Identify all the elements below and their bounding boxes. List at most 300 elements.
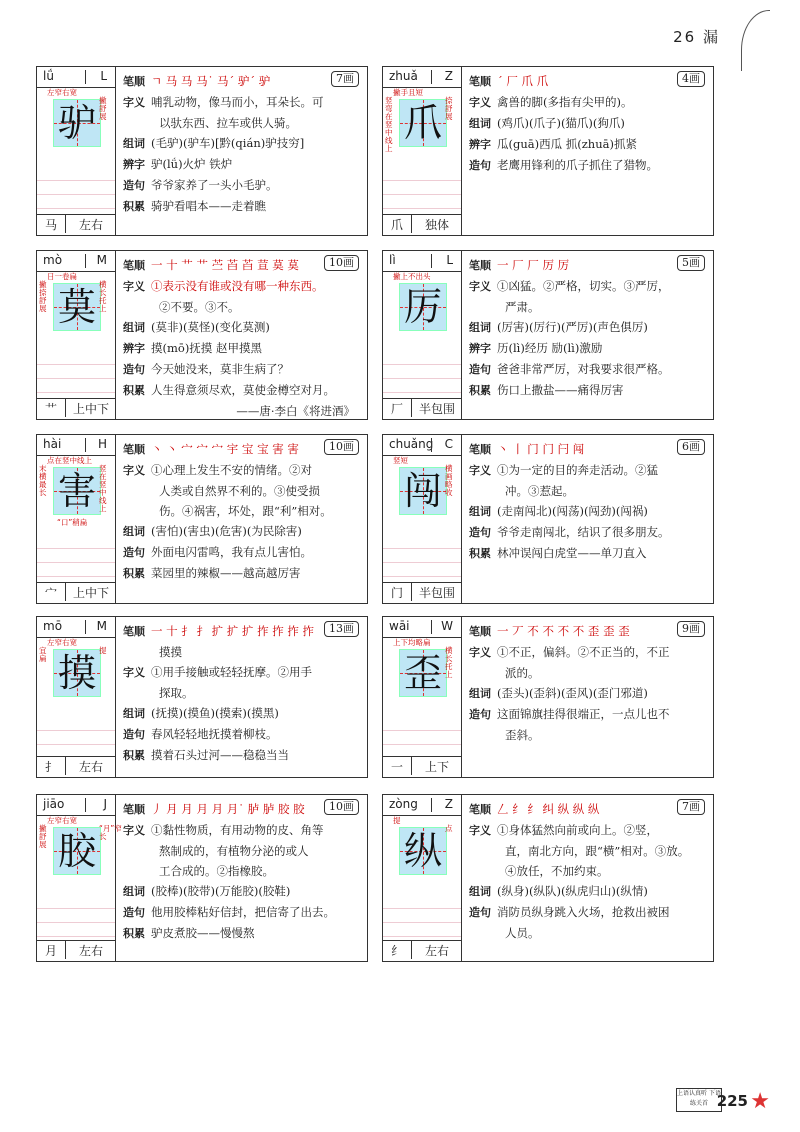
row-label: 字义: [469, 280, 491, 293]
info-row: [123, 521, 361, 542]
stroke-order-row: 笔顺 丶 丶 宀 宀 宀 宇 宝 宝 害 害: [123, 442, 299, 456]
writing-tip: 竖在竖中线上: [99, 464, 107, 513]
info-row: [123, 861, 361, 881]
row-label: 积累: [123, 567, 145, 580]
row-text: 春风轻轻地抚摸着柳枝。: [151, 727, 278, 741]
writing-tip: 宜扁: [39, 646, 47, 663]
char-panel: [383, 251, 462, 419]
row-text: 老鹰用锋利的爪子抓住了猎物。: [497, 158, 658, 172]
info-row: [123, 460, 361, 481]
stroke-order-row: 笔顺 𠃋 纟 纟 纠 纵 纵 纵: [469, 802, 600, 816]
index-letter: C: [444, 437, 453, 451]
pinyin: lì: [389, 253, 396, 267]
row-text: ①表示没有谁或没有哪一种东西。: [151, 279, 324, 293]
page-corner-decoration: [741, 10, 770, 71]
pinyin-row: [37, 67, 115, 88]
radical-row: [37, 398, 115, 419]
stroke-order: ´ 厂 爪 爪: [497, 74, 549, 88]
row-label: 组词: [469, 321, 491, 334]
structure: 左右: [78, 944, 103, 958]
stroke-order-row: 笔顺 一 丆 不 不 不 不 歪 歪 歪: [469, 624, 630, 638]
row-label: 字义: [469, 464, 491, 477]
char-panel: [37, 617, 116, 777]
structure: 上中下: [72, 586, 109, 600]
info-row: [123, 683, 361, 703]
info-row: [123, 563, 361, 584]
stroke-count: 10画: [324, 255, 359, 271]
stroke-order-row: 笔顺 一 十 扌 扌 扩 扩 扩 拃 拃 拃 拃: [123, 624, 315, 638]
stroke-order-row: 笔顺 一 厂 厂 厉 厉: [469, 258, 570, 272]
stroke-order-row: 笔顺 ㄱ 马 马 马˙ 马ˊ 驴ˊ 驴: [123, 74, 271, 88]
structure: 半包围: [418, 586, 455, 600]
row-label: 积累: [123, 927, 145, 940]
char-panel: [383, 67, 462, 235]
row-text: 禽兽的脚(多指有尖甲的)。: [497, 95, 633, 109]
info-row: [469, 317, 707, 338]
row-label: 组词: [469, 687, 491, 700]
radical-row: [37, 214, 115, 235]
structure: 独体: [424, 218, 449, 232]
info-row: [123, 745, 361, 766]
char-panel: [37, 795, 122, 961]
writing-tip: 撇手且短: [393, 88, 423, 97]
character: 闯: [403, 469, 442, 513]
star-icon: ★: [750, 1089, 770, 1114]
radical-row: [37, 582, 115, 603]
row-text: 摸摸: [159, 645, 182, 659]
row-text: 直，南北方向，跟“横”相对。③放。: [505, 844, 690, 858]
row-text: 伤口上撒盐——痛得厉害: [497, 383, 624, 397]
row-text: 摸着石头过河——稳稳当当: [151, 748, 289, 762]
writing-tip: “月”窄长: [99, 824, 122, 841]
stroke-order: 一 十 扌 扌 扩 扩 扩 拃 拃 拃 拃: [151, 624, 315, 638]
pinyin: mò: [43, 253, 63, 267]
row-text: 派的。: [505, 666, 540, 680]
row-label: 辨字: [469, 342, 491, 355]
character-box: [399, 283, 447, 331]
info-row: [123, 359, 361, 380]
row-text: (厉害)(厉行)(严厉)(声色俱厉): [497, 320, 648, 334]
stroke-order-row: 笔顺 丶 丨 门 门 闩 闯: [469, 442, 585, 456]
info-row: [123, 401, 361, 421]
structure: 上中下: [72, 402, 109, 416]
pinyin-row: [383, 435, 461, 456]
stroke-order: 丶 丨 门 门 闩 闯: [497, 442, 585, 456]
row-label: 组词: [123, 137, 145, 150]
row-text: 骑驴看唱本——走着瞧: [151, 199, 266, 213]
info-row: [469, 543, 707, 564]
radical-row: [383, 940, 461, 961]
char-card-1: [382, 66, 714, 236]
row-text: 林冲误闯白虎堂——单刀直入: [497, 546, 647, 560]
info-row: [123, 133, 361, 154]
row-text: 今天她没来，莫非生病了？: [151, 362, 289, 376]
info-row: [123, 662, 361, 683]
row-text: 人生得意须尽欢，莫使金樽空对月。: [151, 383, 335, 397]
writing-tip: 点: [445, 824, 453, 833]
index-letter: Z: [444, 69, 453, 83]
index-letter: Z: [444, 797, 453, 811]
stroke-order: 一 厂 厂 厉 厉: [497, 258, 570, 272]
info-row: [123, 642, 361, 662]
structure: 左右: [78, 218, 103, 232]
row-text: 哺乳动物，像马而小，耳朵长。可: [151, 95, 324, 109]
row-text: 爷爷走南闯北，结识了很多朋友。: [497, 525, 670, 539]
info-row: [469, 642, 707, 663]
row-label: 组词: [123, 525, 145, 538]
row-text: 以驮东西、拉车或供人骑。: [159, 116, 297, 130]
char-card-2: [36, 250, 368, 420]
pinyin: wāi: [389, 619, 410, 633]
writing-tip: 撇舒展: [99, 96, 107, 121]
info-panel: [117, 67, 367, 235]
info-row: [469, 155, 707, 176]
info-row: [469, 522, 707, 543]
row-text: 冲。③惹起。: [505, 484, 574, 498]
writing-tip: 横长托上: [445, 646, 453, 679]
row-text: 驴(lǘ)火炉 铁炉: [151, 157, 233, 171]
character-box: [399, 649, 447, 697]
char-card-3: [382, 250, 714, 420]
row-text: 驴皮煮胶——慢慢熬: [151, 926, 255, 940]
structure: 半包围: [418, 402, 455, 416]
structure: 左右: [78, 760, 103, 774]
char-card-0: [36, 66, 368, 236]
index-letter: L: [446, 253, 453, 267]
row-text: ①不正，偏斜。②不正当的，不正: [497, 645, 670, 659]
row-text: ①凶猛。②严格，切实。③严厉，: [497, 279, 670, 293]
row-label: 造句: [469, 906, 491, 919]
pinyin-row: [37, 617, 115, 638]
row-label: 造句: [123, 906, 145, 919]
stroke-count: 7画: [677, 799, 705, 815]
radical-row: [383, 214, 461, 235]
character-box: [399, 467, 447, 515]
row-text: (歪头)(歪斜)(歪风)(歪门邪道): [497, 686, 648, 700]
row-text: 工合成的。②指橡胶。: [159, 864, 274, 878]
character: 摸: [57, 651, 96, 695]
character-box: [53, 649, 101, 697]
row-label: 辨字: [123, 158, 145, 171]
character: 害: [57, 469, 96, 513]
info-row: [123, 902, 361, 923]
row-text: 这面锦旗挂得很端正，一点儿也不: [497, 707, 670, 721]
row-label: 字义: [469, 824, 491, 837]
writing-tip: 提: [99, 646, 107, 655]
row-label: 字义: [469, 96, 491, 109]
lesson-header: 26 漏: [673, 28, 720, 46]
radical-row: [37, 940, 115, 961]
character: 厉: [403, 285, 442, 329]
info-row: [469, 725, 707, 745]
writing-tip: 日一卷扁: [47, 272, 77, 281]
info-row: [123, 501, 361, 521]
info-panel: [117, 251, 367, 419]
row-label: 组词: [123, 707, 145, 720]
row-label: 组词: [469, 117, 491, 130]
info-row: [123, 841, 361, 861]
pinyin: zòng: [389, 797, 418, 811]
info-panel: [117, 795, 367, 961]
row-text: 历(lì)经历 励(lì)激励: [497, 341, 603, 355]
character-box: [53, 99, 101, 147]
info-row: [469, 460, 707, 481]
index-letter: J: [103, 797, 107, 811]
row-text: ②不要。③不。: [159, 300, 240, 314]
stroke-count: 7画: [331, 71, 359, 87]
row-label: 组词: [469, 885, 491, 898]
row-text: 爷爷家养了一头小毛驴。: [151, 178, 278, 192]
row-label: 造句: [123, 728, 145, 741]
row-text: 爸爸非常严厉，对我要求很严格。: [497, 362, 670, 376]
row-label: 组词: [469, 505, 491, 518]
info-row: [123, 481, 361, 501]
info-row: [123, 154, 361, 175]
row-label: 字义: [123, 666, 145, 679]
row-text: 人类或自然界不利的。③使受损: [159, 484, 320, 498]
info-row: [469, 663, 707, 683]
character-box: [53, 467, 101, 515]
pinyin: lǘ: [43, 69, 54, 83]
pinyin: zhuǎ: [389, 69, 418, 83]
pinyin-row: [383, 251, 461, 272]
info-row: [469, 113, 707, 134]
writing-tip: 末横最长: [39, 464, 47, 497]
info-row: [123, 881, 361, 902]
index-letter: W: [441, 619, 453, 633]
row-label: 积累: [123, 200, 145, 213]
radical-row: [383, 756, 461, 777]
writing-tip: “口”稍扁: [57, 518, 88, 527]
info-panel: [463, 795, 713, 961]
row-text: 他用胶棒粘好信封，把信寄了出去。: [151, 905, 335, 919]
row-text: (鸡爪)(爪子)(猫爪)(狗爪): [497, 116, 625, 130]
info-row: [469, 923, 707, 943]
writing-tip: 撇舒展: [39, 824, 47, 849]
info-row: [123, 338, 361, 359]
row-label: 组词: [123, 885, 145, 898]
char-card-9: [382, 794, 714, 962]
info-row: [469, 359, 707, 380]
writing-tip: 提: [393, 816, 401, 825]
char-card-8: [36, 794, 368, 962]
info-row: [123, 92, 361, 113]
row-text: 人员。: [505, 926, 540, 940]
row-label: 造句: [123, 546, 145, 559]
radical: 月: [37, 941, 66, 959]
info-row: [469, 881, 707, 902]
info-panel: [463, 435, 713, 603]
row-text: 菜园里的辣椒——越高越厉害: [151, 566, 301, 580]
row-label: 造句: [469, 708, 491, 721]
writing-tip: 点在竖中线上: [47, 456, 92, 465]
char-panel: [37, 435, 116, 603]
writing-tip: 横长托上: [99, 280, 107, 313]
radical: 艹: [37, 399, 66, 417]
pinyin-row: [37, 251, 115, 272]
row-label: 字义: [123, 96, 145, 109]
stroke-order: 一 丆 不 不 不 不 歪 歪 歪: [497, 624, 630, 638]
info-row: [123, 703, 361, 724]
info-row: [123, 542, 361, 563]
row-label: 组词: [123, 321, 145, 334]
character: 爪: [403, 101, 442, 145]
row-text: ①用手接触或轻轻抚摩。②用手: [151, 665, 312, 679]
page-number: 225: [716, 1092, 748, 1110]
char-card-5: [382, 434, 714, 604]
row-text: ①黏性物质，有用动物的皮、角等: [151, 823, 324, 837]
stroke-count: 4画: [677, 71, 705, 87]
char-panel: [383, 435, 462, 603]
row-label: 积累: [123, 749, 145, 762]
row-text: 消防员纵身跳入火场，抢救出被困: [497, 905, 670, 919]
char-panel: [37, 67, 116, 235]
row-text: (胶棒)(胶带)(万能胶)(胶鞋): [151, 884, 291, 898]
row-label: 字义: [123, 464, 145, 477]
row-label: 积累: [469, 547, 491, 560]
index-letter: H: [97, 437, 107, 451]
row-text: ——唐·李白《将进酒》: [236, 404, 355, 418]
stroke-count: 10画: [324, 799, 359, 815]
info-row: [123, 276, 361, 297]
character-box: [53, 827, 101, 875]
info-row: [469, 841, 707, 861]
character: 驴: [57, 101, 96, 145]
radical: 扌: [37, 757, 66, 775]
row-text: 歪斜。: [505, 728, 540, 742]
writing-tip: 横画略收: [445, 464, 453, 497]
pinyin: jiāo: [43, 797, 65, 811]
info-row: [123, 724, 361, 745]
character-box: [53, 283, 101, 331]
structure: 左右: [424, 944, 449, 958]
info-panel: [463, 251, 713, 419]
writing-tip: 上下均略扁: [393, 638, 431, 647]
row-text: (抚摸)(摸鱼)(摸索)(摸黑): [151, 706, 279, 720]
stroke-count: 6画: [677, 439, 705, 455]
info-row: [469, 276, 707, 297]
info-row: [123, 923, 361, 944]
info-row: [123, 196, 361, 217]
character: 莫: [57, 285, 96, 329]
pinyin: chuǎng: [389, 437, 434, 451]
structure: 上下: [424, 760, 449, 774]
info-row: [123, 380, 361, 401]
info-row: [123, 113, 361, 133]
writing-tip: 捺舒展: [445, 96, 453, 121]
row-text: (毛驴)(驴车)[黔(qián)驴技穷]: [151, 136, 305, 150]
index-letter: L: [100, 69, 107, 83]
info-panel: [117, 435, 367, 603]
stroke-order-row: 笔顺 一 十 艹 艹 苎 苩 苩 荁 莫 莫: [123, 258, 299, 272]
info-panel: [463, 67, 713, 235]
info-row: [123, 317, 361, 338]
index-letter: M: [96, 253, 107, 267]
stroke-order: 丿 月 月 月 月 月˙ 胪 胪 胶 胶: [151, 802, 305, 816]
row-label: 造句: [123, 179, 145, 192]
info-row: [469, 297, 707, 317]
character-box: [399, 827, 447, 875]
stroke-count: 10画: [324, 439, 359, 455]
info-row: [469, 338, 707, 359]
row-label: 积累: [123, 384, 145, 397]
character: 歪: [403, 651, 442, 695]
stroke-order: 𠃋 纟 纟 纠 纵 纵 纵: [497, 802, 600, 816]
row-label: 字义: [123, 824, 145, 837]
info-row: [469, 134, 707, 155]
row-label: 辨字: [469, 138, 491, 151]
char-panel: [37, 251, 116, 419]
row-text: 瓜(guā)西瓜 抓(zhuā)抓紧: [497, 137, 637, 151]
info-row: [469, 704, 707, 725]
stroke-count: 13画: [324, 621, 359, 637]
character: 胶: [57, 829, 96, 873]
radical: 门: [383, 583, 412, 601]
char-panel: [383, 795, 462, 961]
stroke-order-row: 笔顺 丿 月 月 月 月 月˙ 胪 胪 胶 胶: [123, 802, 305, 816]
info-row: [469, 481, 707, 501]
radical-row: [383, 398, 461, 419]
row-text: ④放任，不加约束。: [505, 864, 609, 878]
radical: 马: [37, 215, 66, 233]
radical: 一: [383, 757, 412, 775]
row-text: ①心理上发生不安的情绪。②对: [151, 463, 312, 477]
row-label: 字义: [469, 646, 491, 659]
row-text: 摸(mō)抚摸 赵甲摸黑: [151, 341, 262, 355]
row-label: 造句: [469, 526, 491, 539]
pinyin: hài: [43, 437, 62, 451]
pinyin-row: [37, 435, 115, 456]
index-letter: M: [96, 619, 107, 633]
writing-tip: 竖弯在竖中线上: [385, 96, 393, 153]
pinyin-row: [37, 795, 115, 816]
pinyin-row: [383, 617, 461, 638]
row-text: (纵身)(纵队)(纵虎归山)(纵情): [497, 884, 648, 898]
info-row: [469, 902, 707, 923]
writing-tip: 左窄右宽: [47, 816, 77, 825]
writing-tip: 左窄右宽: [47, 88, 77, 97]
info-row: [469, 820, 707, 841]
row-label: 造句: [469, 363, 491, 376]
info-row: [469, 92, 707, 113]
char-card-6: [36, 616, 368, 778]
info-row: [123, 820, 361, 841]
row-label: 造句: [123, 363, 145, 376]
stroke-order: 一 十 艹 艹 苎 苩 苩 荁 莫 莫: [151, 258, 299, 272]
info-row: [123, 175, 361, 196]
info-row: [469, 501, 707, 522]
row-text: (走南闯北)(闯荡)(闯劲)(闯祸): [497, 504, 648, 518]
page-badge: 上语认真听 下语练关首: [676, 1088, 722, 1112]
stroke-order: 丶 丶 宀 宀 宀 宇 宝 宝 害 害: [151, 442, 299, 456]
radical: 爪: [383, 215, 412, 233]
row-text: 外面电闪雷鸣，我有点儿害怕。: [151, 545, 312, 559]
radical: 宀: [37, 583, 66, 601]
info-row: [123, 297, 361, 317]
writing-tip: 竖短: [393, 456, 408, 465]
info-panel: [117, 617, 367, 777]
info-row: [469, 683, 707, 704]
row-text: 探取。: [159, 686, 194, 700]
character-box: [399, 99, 447, 147]
row-label: 积累: [469, 384, 491, 397]
stroke-count: 9画: [677, 621, 705, 637]
char-card-4: [36, 434, 368, 604]
row-text: 熬制成的，有植物分泌的或人: [159, 844, 309, 858]
info-row: [469, 380, 707, 401]
row-label: 字义: [123, 280, 145, 293]
writing-tip: 撇捺舒展: [39, 280, 47, 313]
